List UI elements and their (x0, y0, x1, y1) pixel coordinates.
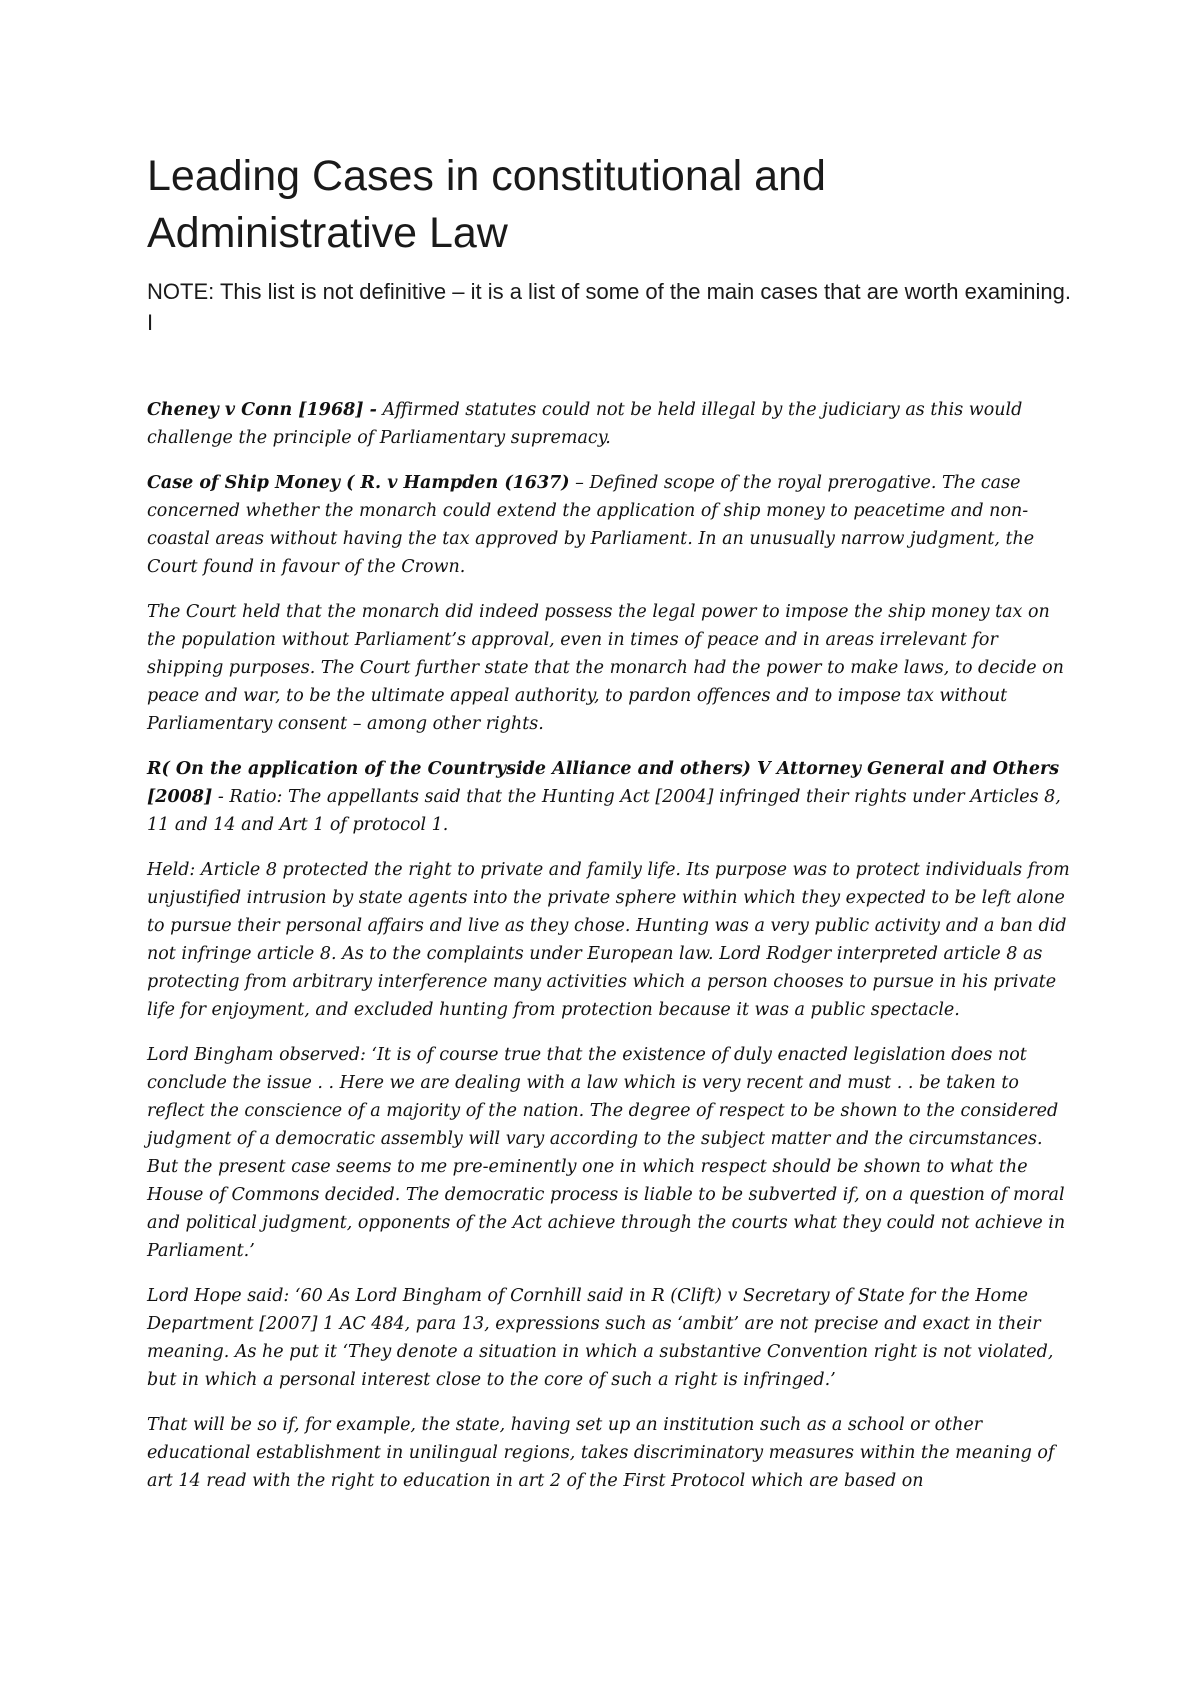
case-name: Cheney v Conn [1968] - (147, 400, 377, 420)
case-entry (147, 396, 1072, 452)
case-text: That will be so if, for example, the state, having set up an institution such as a school or other educational establishment in unilingual regions, takes discriminatory measures within the meaning of art 14 read with the right to education in art 2 of the First Protocol which are based on (147, 1415, 1055, 1491)
case-list (147, 396, 1072, 1495)
case-text: – Defined scope of the royal prerogative. The case concerned whether the monarch could extend the application of ship money to peacetime and non-coastal areas without having the tax approved by Parliament. In an unusually narrow judgment, the Court found in favour of the Crown. (147, 473, 1035, 577)
case-name: R( On the application of the Countryside Alliance and others) V Attorney General and Others [2008] (147, 759, 1060, 807)
case-text: Affirmed statutes could not be held illegal by the judiciary as this would challenge the principle of Parliamentary supremacy. (147, 400, 1023, 448)
case-text: Held: Article 8 protected the right to private and family life. Its purpose was to protect individuals from unjustified intrusion by state agents into the private sphere within which they expected to be left alone to pursue their personal affairs and live as they chose. Hunting was a very public activity and a ban did not infringe article 8. As to the complaints under European law. Lord Rodger interpreted article 8 as protecting from arbitrary interference many activities which a person chooses to pursue in his private life for enjoyment, and excluded hunting from protection because it was a public spectacle. (147, 860, 1070, 1020)
case-text: Lord Bingham observed: ‘It is of course true that the existence of duly enacted legislation does not conclude the issue . . Here we are dealing with a law which is very recent and must . . be taken to reflect the conscience of a majority of the nation. The degree of respect to be shown to the considered judgment of a democratic assembly will vary according to the subject matter and the circumstances. But the present case seems to me pre-eminently one in which respect should be shown to what the House of Commons decided. The democratic process is liable to be subverted if, on a question of moral and political judgment, opponents of the Act achieve through the courts what they could not achieve in Parliament.’ (147, 1045, 1066, 1261)
case-name: Case of Ship Money ( R. v Hampden (1637) (147, 473, 570, 493)
case-entry (147, 469, 1072, 581)
case-entry (147, 755, 1072, 839)
document-page (147, 148, 1072, 1512)
document-title: Leading Cases in constitutional and Administrative Law (147, 152, 826, 257)
case-text: The Court held that the monarch did indeed possess the legal power to impose the ship money tax on the population without Parliament’s approval, even in times of peace and in areas irrelevant for shipping purposes. The Court further state that the monarch had the power to make laws, to decide on peace and war, to be the ultimate appeal authority, to pardon offences and to impose tax without Parliamentary consent – among other rights. (147, 602, 1064, 734)
case-paragraph (147, 1411, 1072, 1495)
case-text: - Ratio: The appellants said that the Hunting Act [2004] infringed their rights under Articles 8, 11 and 14 and Art 1 of protocol 1. (147, 787, 1061, 835)
note-text: NOTE: This list is not definitive – it is a list of some of the main cases that are worth examining. I (147, 279, 1071, 335)
case-paragraph (147, 1041, 1072, 1265)
case-text: Lord Hope said: ‘60 As Lord Bingham of Cornhill said in R (Clift) v Secretary of State for the Home Department [2007] 1 AC 484, para 13, expressions such as ‘ambit’ are not precise and exact in their meaning. As he put it ‘They denote a situation in which a substantive Convention right is not violated, but in which a personal interest close to the core of such a right is infringed.’ (147, 1286, 1054, 1390)
case-paragraph (147, 598, 1072, 738)
case-paragraph (147, 1282, 1072, 1394)
case-paragraph (147, 856, 1072, 1024)
